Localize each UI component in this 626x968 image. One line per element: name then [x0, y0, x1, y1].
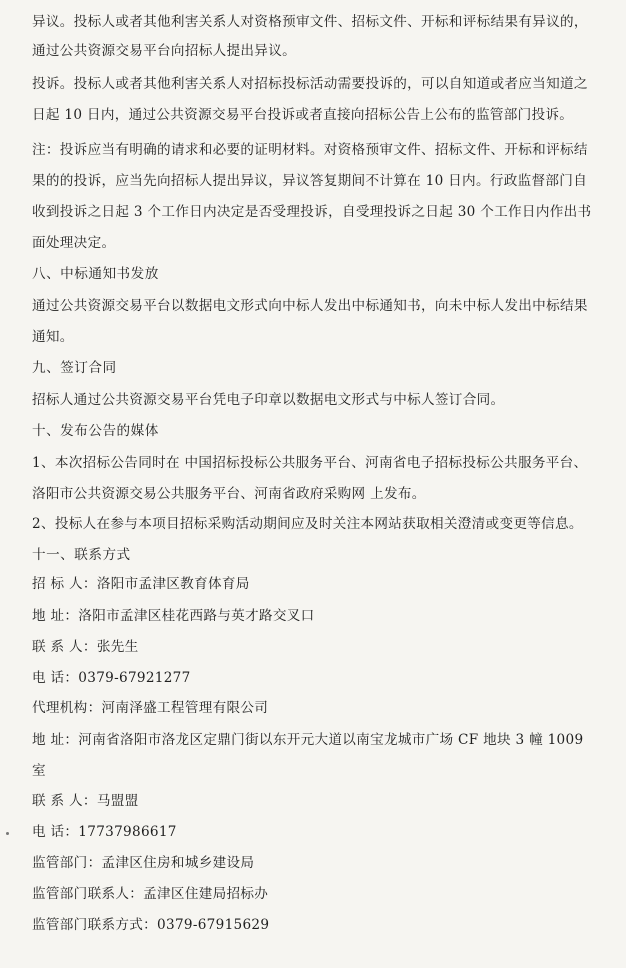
- text-line: 果的的投诉，应当先向招标人提出异议，异议答复期间不计算在 10 日内。行政监督部门自: [32, 173, 588, 189]
- text-line: 注：投诉应当有明确的请求和必要的证明材料。对资格预审文件、招标文件、开标和评标结: [32, 142, 588, 158]
- text-line: 投诉。投标人或者其他利害关系人对招标投标活动需要投诉的，可以自知道或者应当知道之: [32, 76, 588, 92]
- section-heading: 八、中标通知书发放: [32, 266, 159, 282]
- scan-speck: [6, 832, 9, 835]
- contact-phone: 电 话：0379-67921277: [32, 670, 191, 686]
- supervisor-contact: 监管部门联系人：孟津区住建局招标办: [32, 886, 269, 902]
- contact-tenderer: 招 标 人：洛阳市孟津区教育体育局: [32, 576, 250, 592]
- text-line: 2、投标人在参与本项目招标采购活动期间应及时关注本网站获取相关澄清或变更等信息。: [32, 516, 583, 532]
- agency-phone: 电 话：17737986617: [32, 824, 177, 840]
- section-heading: 十一、联系方式: [32, 547, 131, 563]
- agency-address: 地 址：河南省洛阳市洛龙区定鼎门街以东开元大道以南宝龙城市广场 CF 地块 3 幢 1009: [32, 732, 584, 748]
- agency-name: 代理机构：河南泽盛工程管理有限公司: [32, 700, 269, 716]
- contact-person: 联 系 人：张先生: [32, 639, 139, 655]
- section-heading: 九、签订合同: [32, 360, 117, 376]
- text-line: 洛阳市公共资源交易公共服务平台、河南省政府采购网 上发布。: [32, 486, 426, 502]
- supervisor-dept: 监管部门：孟津区住房和城乡建设局: [32, 855, 255, 871]
- text-line: 招标人通过公共资源交易平台凭电子印章以数据电文形式与中标人签订合同。: [32, 392, 505, 408]
- contact-address: 地 址：洛阳市孟津区桂花西路与英才路交叉口: [32, 608, 315, 624]
- agency-contact-person: 联 系 人：马盟盟: [32, 793, 139, 809]
- text-line: 通过公共资源交易平台以数据电文形式向中标人发出中标通知书，向未中标人发出中标结果: [32, 298, 588, 314]
- text-line: 异议。投标人或者其他利害关系人对资格预审文件、招标文件、开标和评标结果有异议的，: [32, 14, 588, 30]
- text-line: 日起 10 日内，通过公共资源交易平台投诉或者直接向招标公告上公布的监管部门投诉。: [32, 107, 574, 123]
- text-line: 通过公共资源交易平台向招标人提出异议。: [32, 43, 296, 59]
- text-line: 收到投诉之日起 3 个工作日内决定是否受理投诉，自受理投诉之日起 30 个工作日内作出书: [32, 204, 592, 220]
- agency-address-cont: 室: [32, 763, 46, 779]
- supervisor-phone: 监管部门联系方式：0379-67915629: [32, 917, 270, 933]
- text-line: 面处理决定。: [32, 235, 116, 251]
- text-line: 1、本次招标公告同时在 中国招标投标公共服务平台、河南省电子招标投标公共服务平台、: [32, 455, 588, 471]
- text-line: 通知。: [32, 329, 74, 345]
- section-heading: 十、发布公告的媒体: [32, 423, 159, 439]
